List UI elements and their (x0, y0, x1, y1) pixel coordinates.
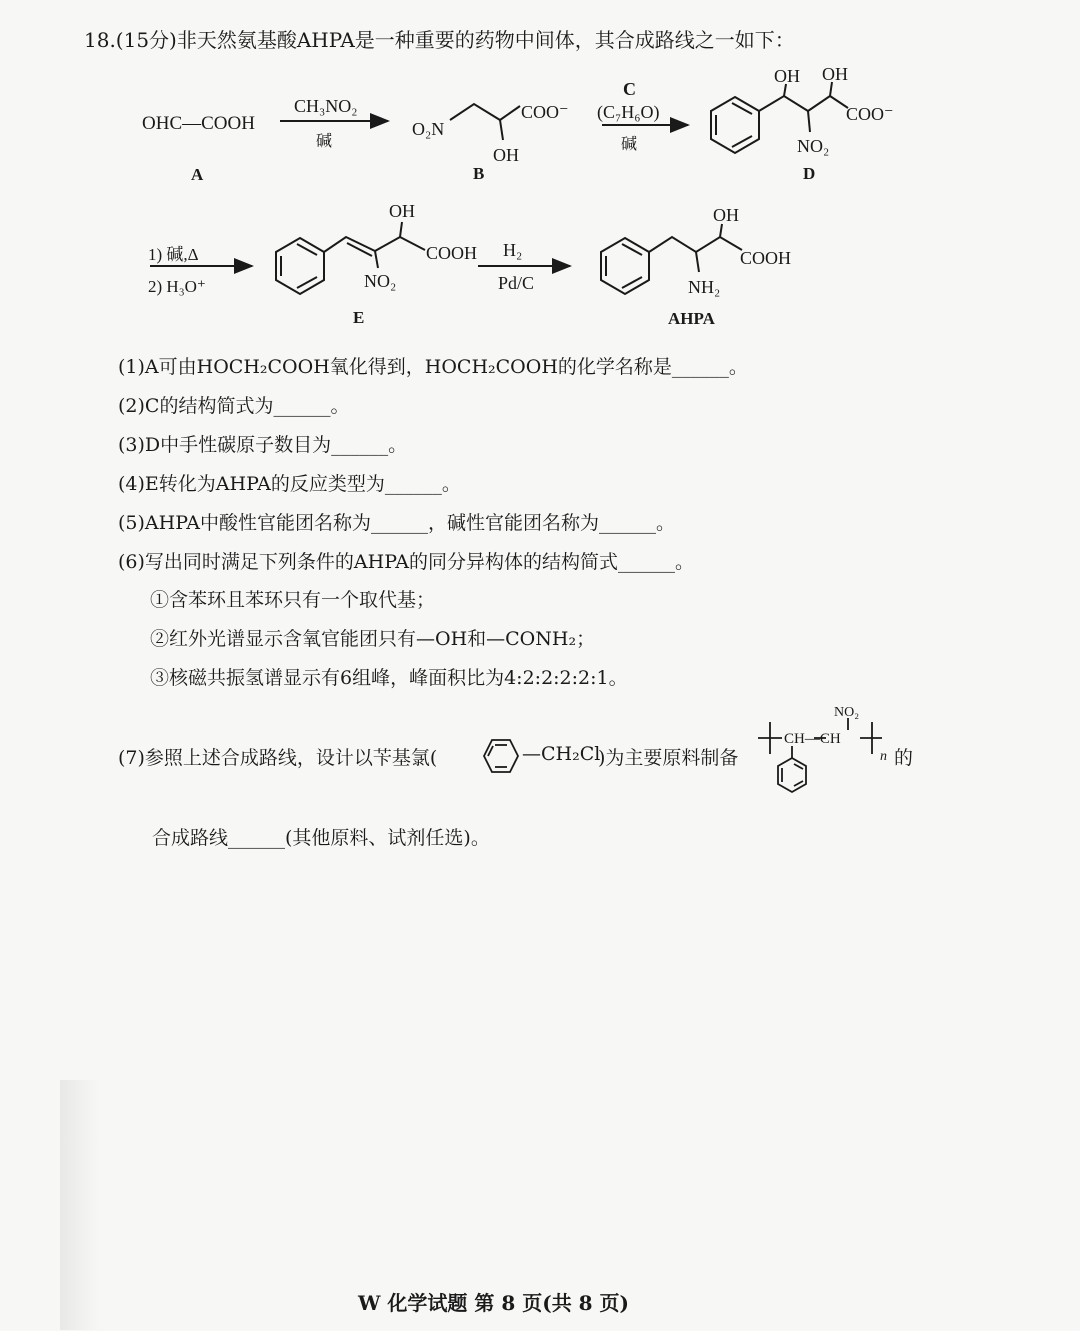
compound-D-carboxylate: COO⁻ (846, 104, 894, 124)
scan-shadow (60, 1080, 100, 1330)
step2-reagent-formula: (C₇H₆O) (597, 102, 660, 122)
step2-reagent-label: C (623, 79, 636, 99)
AHPA-label: AHPA (668, 309, 715, 328)
part-7-middle: )为主要原料制备 (598, 747, 739, 769)
compound-B-label: B (473, 164, 485, 183)
benzene-ring-AHPA (601, 238, 649, 294)
target-polymer-structure (752, 698, 892, 808)
step1-reagent: CH₃NO₂ (294, 96, 358, 116)
compound-D-hydroxyl-2: OH (822, 64, 848, 84)
benzyl-chloride-ring (476, 734, 524, 778)
compound-B-hydroxyl: OH (493, 145, 519, 165)
compound-B-nitro: O₂N (412, 119, 445, 139)
part-7-suffix: 的 (894, 747, 914, 769)
step4-reagent: H₂ (503, 240, 523, 260)
AHPA-carboxyl: COOH (740, 248, 792, 268)
polymer-nitro: NO₂ (834, 705, 860, 720)
compound-E-nitro: NO₂ (364, 271, 397, 291)
part-2: (2)C的结构简式为______。 (118, 395, 350, 417)
AHPA-hydroxyl: OH (713, 205, 739, 225)
synthesis-scheme (0, 0, 1080, 340)
benzene-ring-E (276, 238, 324, 294)
step2-condition: 碱 (621, 136, 638, 153)
question-title: 18.(15分)非天然氨基酸AHPA是一种重要的药物中间体，其合成路线之一如下： (84, 28, 795, 52)
compound-A-formula: OHC—COOH (142, 113, 255, 134)
polymer-repeat-n: n (880, 749, 887, 764)
condition-1: ①含苯环且苯环只有一个取代基； (150, 589, 436, 611)
compound-B-carboxylate: COO⁻ (521, 102, 569, 122)
part-4: (4)E转化为AHPA的反应类型为______。 (118, 473, 461, 495)
step3-condition-1: 1) 碱,Δ (148, 245, 199, 264)
compound-E-carboxyl: COOH (426, 243, 478, 263)
compound-E-hydroxyl: OH (389, 201, 415, 221)
benzyl-chloride-group: —CH₂Cl (522, 743, 601, 765)
part-5: (5)AHPA中酸性官能团名称为______，碱性官能团名称为______。 (118, 512, 675, 534)
page-footer: W 化学试题 第 8 页(共 8 页) (358, 1291, 629, 1315)
part-1: (1)A可由HOCH₂COOH氧化得到，HOCH₂COOH的化学名称是______。 (118, 356, 748, 378)
compound-D-nitro: NO₂ (797, 136, 830, 156)
part-7-prefix: (7)参照上述合成路线，设计以苄基氯( (118, 747, 438, 769)
condition-3: ③核磁共振氢谱显示有6组峰，峰面积比为4:2:2:2:2:1。 (150, 667, 628, 689)
step3-condition-2: 2) H₃O⁺ (148, 277, 206, 296)
benzene-ring-D (711, 97, 759, 153)
step1-condition: 碱 (316, 133, 333, 150)
compound-D-label: D (803, 164, 816, 183)
polymer-chain: CH—CH (784, 731, 841, 747)
compound-D-hydroxyl-1: OH (774, 66, 800, 86)
step4-catalyst: Pd/C (498, 273, 535, 293)
part-6: (6)写出同时满足下列条件的AHPA的同分异构体的结构简式______。 (118, 551, 694, 573)
compound-A-label: A (191, 165, 204, 184)
compound-E-label: E (353, 308, 365, 327)
AHPA-amine: NH₂ (688, 277, 721, 297)
part-7-line-2: 合成路线______(其他原料、试剂任选)。 (152, 827, 490, 849)
part-3: (3)D中手性碳原子数目为______。 (118, 434, 408, 456)
condition-2: ②红外光谱显示含氧官能团只有—OH和—CONH₂； (150, 628, 596, 650)
